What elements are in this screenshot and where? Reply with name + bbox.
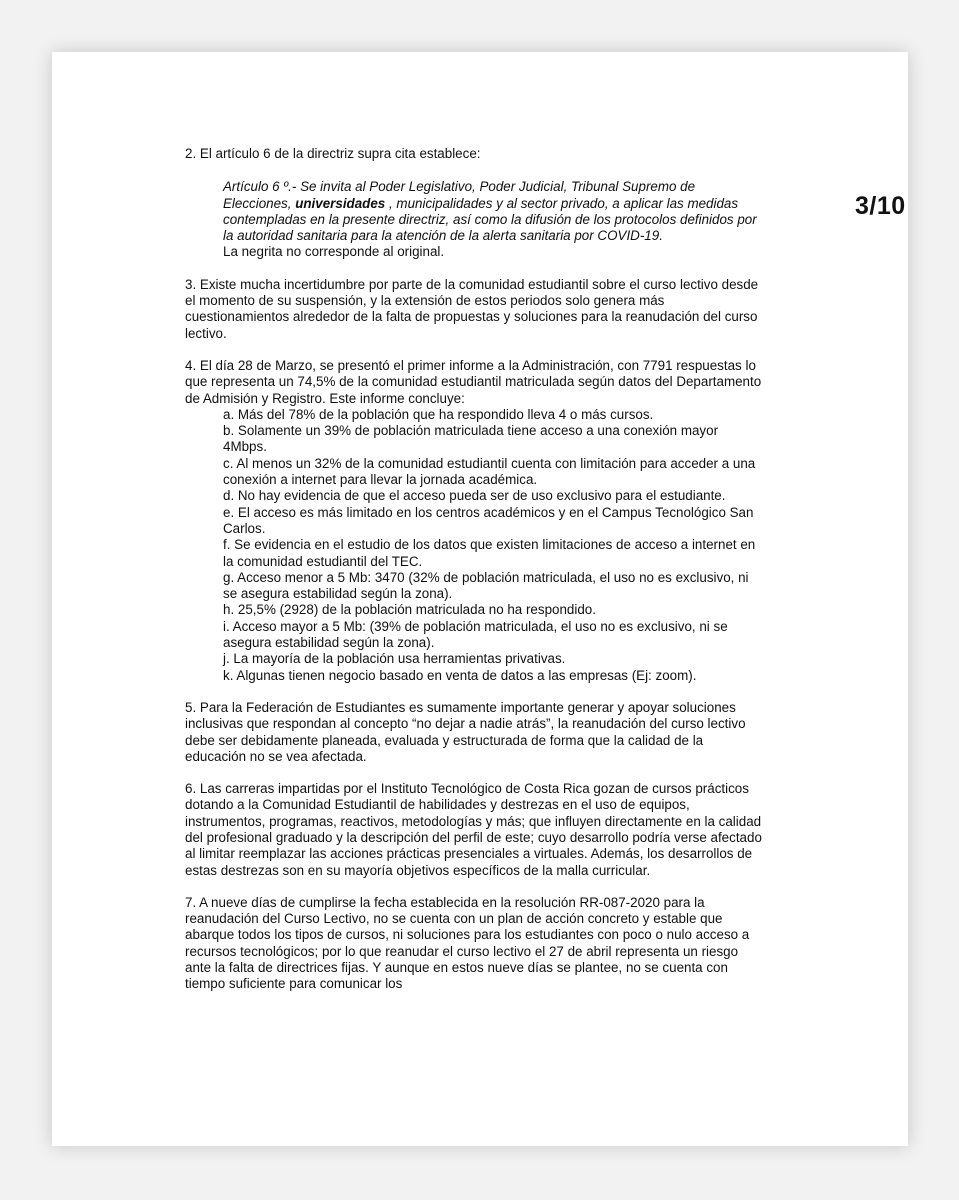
article-quote — [223, 179, 765, 260]
list-item: k. Algunas tienen negocio basado en venta de datos a las empresas (Ej: zoom). — [223, 667, 697, 683]
list-item: j. La mayoría de la población usa herramientas privativas. — [223, 651, 566, 667]
section-3 — [185, 277, 765, 342]
section-5 — [185, 700, 765, 765]
quote-text-b: , municipalidades y al sector privado, a aplicar las medidas contempladas en la presente directriz, así como la difusión de los protocolos definidos por la autoridad sanitaria para la atención de la alerta sanitaria por COVID-19. — [223, 195, 757, 244]
section-7-text: 7. A nueve días de cumplirse la fecha establecida en la resolución RR-087-2020 para la reanudación del Curso Lectivo, no se cuenta con un plan de acción concreto y estable que abarque todos los tipos de cursos, ni soluciones para los estudiantes con poco o nulo acceso a recursos tecnológicos; por lo que reanudar el curso lectivo el 27 de abril representa un riesgo ante la falta de directrices fijas. Y aunque en estos nueve días se plantee, no se cuenta con tiempo suficiente para comunicar los — [185, 894, 750, 992]
bold-note: La negrita no corresponde al original. — [223, 244, 445, 260]
document-body — [185, 146, 765, 1009]
section-6 — [185, 781, 765, 879]
section-2 — [185, 146, 765, 261]
section-5-text: 5. Para la Federación de Estudiantes es sumamente importante generar y apoyar soluciones inclusivas que respondan al concepto “no dejar a nadie atrás”, la reanudación del curso lectivo debe ser debidamente planeada, evaluada y estructurada de forma que la calidad de la educación no se vea afectada. — [185, 699, 746, 764]
report-conclusions-list — [223, 407, 765, 684]
section-3-text: 3. Existe mucha incertidumbre por parte de la comunidad estudiantil sobre el curso lectivo desde el momento de su suspensión, y la extensión de estos periodos solo genera más cuestionamientos alrededor de la falta de propuestas y soluciones para la reanudación del curso lectivo. — [185, 276, 759, 341]
list-item: e. El acceso es más limitado en los centros académicos y en el Campus Tecnológico San Carlos. — [223, 504, 754, 536]
list-item: b. Solamente un 39% de población matriculada tiene acceso a una conexión mayor 4Mbps. — [223, 423, 719, 455]
quote-bold-word: universidades — [295, 195, 386, 211]
page-number: 3/10 — [855, 192, 906, 220]
list-item: c. Al menos un 32% de la comunidad estudiantil cuenta con limitación para acceder a una conexión a internet para llevar la jornada académica. — [223, 455, 756, 488]
section-2-intro: 2. El artículo 6 de la directriz supra cita establece: — [185, 146, 481, 161]
list-item: f. Se evidencia en el estudio de los datos que existen limitaciones de acceso a internet en la comunidad estudiantil del TEC. — [223, 537, 756, 569]
section-4-intro: 4. El día 28 de Marzo, se presentó el primer informe a la Administración, con 7791 respuestas lo que representa un 74,5% de la comunidad estudiantil matriculada según datos del Departamento de Admisión y Registro. Este informe concluye: — [185, 357, 762, 406]
section-7 — [185, 895, 765, 993]
list-item: d. No hay evidencia de que el acceso pueda ser de uso exclusivo para el estudiante. — [223, 488, 726, 504]
list-item: i. Acceso mayor a 5 Mb: (39% de población matriculada, el uso no es exclusivo, ni se asegura estabilidad según la zona). — [223, 618, 728, 651]
list-item: h. 25,5% (2928) de la población matriculada no ha respondido. — [223, 602, 596, 618]
section-4 — [185, 358, 765, 684]
list-item: a. Más del 78% de la población que ha respondido lleva 4 o más cursos. — [223, 406, 654, 422]
quote-text-a: Artículo 6 º.- Se invita al Poder Legislativo, Poder Judicial, Tribunal Supremo de Elecciones, — [223, 179, 696, 211]
section-6-text: 6. Las carreras impartidas por el Instituto Tecnológico de Costa Rica gozan de cursos prácticos dotando a la Comunidad Estudiantil de habilidades y destrezas en el uso de equipos, instrumentos, programas, reactivos, metodologías y más; que influyen directamente en la calidad del profesional graduado y la descripción del perfil de este; cuyo desarrollo podría verse afectado al limitar reemplazar las acciones prácticas presenciales a virtuales. Además, los desarrollos de estas destrezas son en su mayoría objetivos específicos de la malla curricular. — [185, 781, 762, 878]
list-item: g. Acceso menor a 5 Mb: 3470 (32% de población matriculada, el uso no es exclusivo, ni se asegura estabilidad según la zona). — [223, 569, 749, 602]
